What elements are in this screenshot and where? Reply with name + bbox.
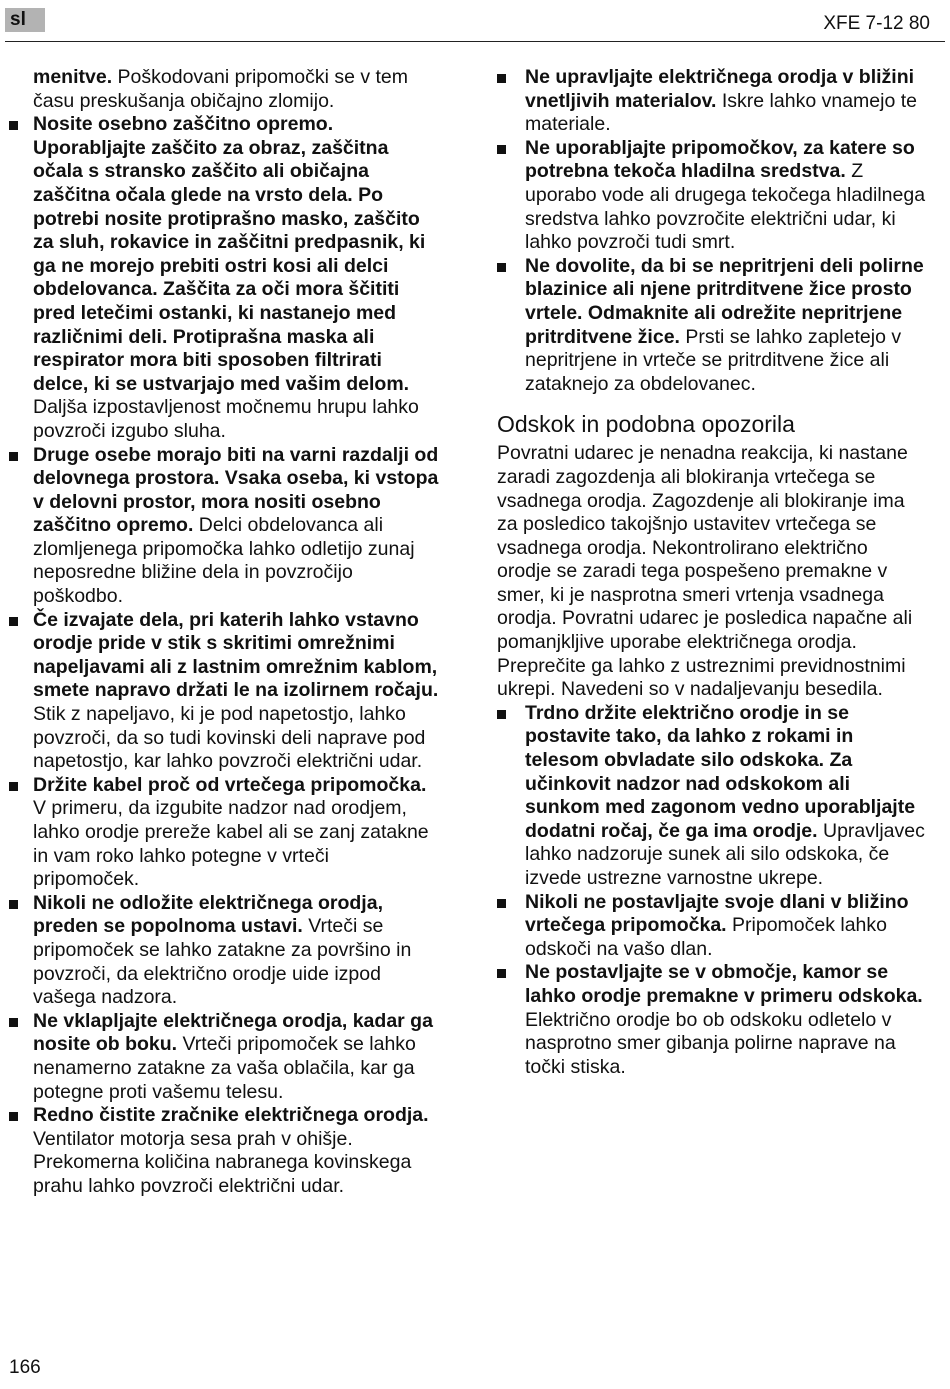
page-number: 166 (9, 1357, 41, 1378)
header-rule (5, 41, 945, 42)
section-intro: Povratni udarec je nenadna reakcija, ki nastane zaradi zagozdenja ali blokiranja vrtečega se vsadnega orodja. Zagozdenje ali blokiranje ima za posledico takojšnjo ustavitev vrtečega se vsadnega orodja. Nekontrolirano električno orodje se zaradi tega pospešeno premakne v smer, ki je nasprotna smeri vrtenja vsadnega orodja. Povratni udarec je posledica napačne ali pomanjkljive uporabe električnega orodja. Preprečite ga lahko z ustreznimi previdnostnimi ukrepi. Navedeni so v nadaljevanju besedila. (497, 442, 913, 701)
bold-text: Nikoli ne odložite električnega orodja, preden se popolnoma ustavi. (33, 891, 383, 938)
bullet-item (497, 255, 927, 397)
square-bullet-icon (497, 899, 506, 908)
bullet-item (497, 961, 927, 1079)
bold-text: menitve. (33, 66, 113, 88)
body-text: Poškodovani pripomočki se v tem času preskušanja običajno zlomijo. (33, 66, 409, 112)
bold-text: Nikoli ne postavljajte svoje dlani v bližino vrtečega pripomočka. (525, 890, 909, 937)
bold-text: Redno čistite zračnike električnega orodja. (33, 1104, 429, 1127)
body-text: Delci obdelovanca ali zlomljenega pripomočka lahko odletijo zunaj neposredne bližine dela in povzročijo poškodbo. (33, 514, 415, 608)
bold-text: Ne upravljajte električnega orodja v bližini vnetljivih materialov. (525, 66, 915, 112)
body-text: Stik z napeljavo, ki je pod napetostjo, lahko povzroči, da so tudi kovinski deli naprave pod napetostjo, kar lahko povzroči električni udar. (33, 703, 426, 773)
bullet-item (9, 609, 439, 774)
bold-text: Trdno držite električno orodje in se postavite tako, da lahko z rokami in telesom obvladate silo odskoka. Za učinkovit nadzor nad odskokom ali sunkom med zagonom vedno uporabljajte dodatni ročaj, če ga ima orodje. (525, 701, 916, 842)
bullet-item (9, 444, 439, 609)
body-text: Upravljavec lahko nadzoruje sunek ali silo odskoka, če izvede ustrezne varnostne ukrepe. (525, 819, 925, 889)
body-text: Z uporabo vode ali drugega tekočega hladilnega sredstva lahko povzročite električni udar, ki lahko povzroči tudi smrt. (525, 160, 926, 254)
body-text: Električno orodje bo ob odskoku odletelo v nasprotno smer gibanja polirne naprave na točki stiska. (525, 1008, 896, 1078)
square-bullet-icon (497, 145, 506, 154)
bullet-item (497, 137, 927, 255)
square-bullet-icon (9, 1018, 18, 1027)
bold-text: Ne postavljajte se v območje, kamor se lahko orodje premakne v primeru odskoka. (525, 961, 923, 1007)
bullet-item (9, 113, 439, 443)
square-bullet-icon (497, 969, 506, 978)
body-text: Pripomoček lahko odskoči na vašo dlan. (525, 914, 888, 960)
square-bullet-icon (497, 710, 506, 719)
body-text: V primeru, da izgubite nadzor nad orodjem, lahko orodje prereže kabel ali se zanj zatakne in vam roko lahko potegne v vrteči pripomoček. (33, 797, 429, 891)
bullet-item (9, 1010, 439, 1104)
bold-text: Ne uporabljajte pripomočkov, za katere so potrebna tekoča hladilna sredstva. (525, 136, 915, 183)
square-bullet-icon (9, 121, 18, 130)
bullet-item (497, 66, 927, 137)
bullet-item (9, 892, 439, 1010)
body-text: Daljša izpostavljenost močnemu hrupu lahko povzroči izgubo sluha. (33, 396, 419, 442)
right-column (497, 66, 927, 1079)
language-badge: sl (5, 8, 45, 32)
bold-text: Nosite osebno zaščitno opremo. Uporabljajte zaščito za obraz, zaščitna očala s stransko zaščito ali običajna zaščitna očala glede na vrsto dela. Po potrebi nosite protiprašno masko, zaščito za sluh, rokavice in zaščitni predpasnik, ki ga ne morejo prebiti ostri kosi ali delci obdelovanca. Zaščita za oči mora ščititi pred letečimi ostanki, ki nastanejo med različnimi deli. Protiprašna maska ali respirator mora biti sposoben filtrirati delce, ki se ustvarjajo med vašim delom. (33, 113, 426, 395)
bold-text: Druge osebe morajo biti na varni razdalji od delovnega prostora. Vsaka oseba, ki vstopa v delovni prostor, mora nositi osebno zaščitno opremo. (33, 443, 439, 537)
bullet-item (9, 774, 439, 892)
square-bullet-icon (9, 782, 18, 791)
left-column (9, 66, 439, 1199)
bold-text: Ne dovolite, da bi se nepritrjeni deli polirne blazinice ali njene pritrditvene žice prosto vrtele. Odmaknite ali odrežite nepritrjene pritrditvene žice. (525, 254, 924, 348)
square-bullet-icon (9, 452, 18, 461)
paragraph (9, 66, 439, 113)
body-text: Vrteči se pripomoček se lahko zatakne za površino in povzroči, da električno orodje uide izpod vašega nadzora. (33, 915, 412, 1009)
body-text: Ventilator motorja sesa prah v ohišje. Prekomerna količina nabranega kovinskega prahu lahko povzroči električni udar. (33, 1127, 412, 1197)
bold-text: Ne vklapljajte električnega orodja, kadar ga nosite ob boku. (33, 1009, 433, 1056)
body-text: Iskre lahko vnamejo te materiale. (525, 89, 917, 136)
bullet-item (9, 1104, 439, 1198)
bold-text: Če izvajate dela, pri katerih lahko vstavno orodje pride v stik s skritimi omrežnimi napeljavami ali z lastnim omrežnim kablom, smete napravo držati le na izolirnem ročaju. (33, 608, 439, 702)
document-code: XFE 7-12 80 (823, 13, 930, 34)
square-bullet-icon (9, 1112, 18, 1121)
square-bullet-icon (9, 900, 18, 909)
square-bullet-icon (497, 74, 506, 83)
bullet-item (497, 702, 927, 891)
square-bullet-icon (497, 263, 506, 272)
bullet-item (497, 891, 927, 962)
body-text: Vrteči pripomoček se lahko nenamerno zatakne za vaša oblačila, kar ga potegne proti vašemu telesu. (33, 1033, 416, 1103)
section-heading: Odskok in podobna opozorila (497, 411, 795, 438)
bold-text: Držite kabel proč od vrtečega pripomočka. (33, 773, 427, 796)
body-text: Prsti se lahko zapletejo v nepritrjene in vrteče se pritrditvene žice ali zataknejo za obdelovanec. (525, 325, 902, 395)
square-bullet-icon (9, 617, 18, 626)
